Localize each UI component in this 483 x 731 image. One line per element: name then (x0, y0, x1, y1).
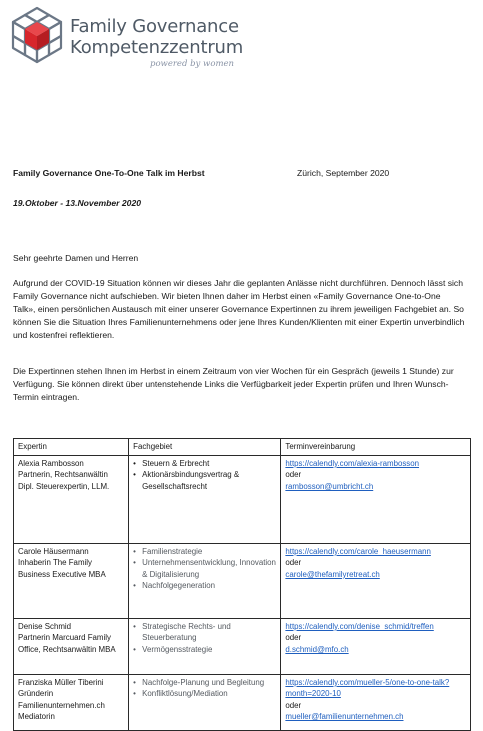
table-header-row (14, 439, 471, 456)
place-date: Zürich, September 2020 (297, 168, 390, 178)
topic-item: • Nachfolge-Planung und Begleitung (133, 677, 276, 688)
table-row (14, 456, 471, 544)
expert-name: Franziska Müller Tiberini (18, 678, 104, 687)
email-link[interactable]: d.schmid@mfo.ch (285, 644, 349, 654)
letter-subject: Family Governance One-To-One Talk im Herbst (13, 168, 205, 178)
expert-cell (14, 456, 129, 544)
expert-name: Carole Häusermann (18, 547, 89, 556)
logo-line-1: Family Governance (70, 16, 239, 37)
table-row (14, 619, 471, 675)
expert-title: Gründerin Familienunternehmen.ch Mediatorin (18, 689, 105, 722)
topic-item: • Vermögensstrategie (133, 644, 276, 655)
logo (10, 6, 260, 68)
or-label: oder (285, 633, 302, 643)
expert-title: Partnerin, Rechtsanwältin Dipl. Steuerexpertin, LLM. (18, 470, 110, 491)
or-label: oder (285, 700, 302, 710)
calendly-link[interactable]: https://calendly.com/denise_schmid/treffen (285, 622, 434, 631)
expert-name: Alexia Rambosson (18, 459, 84, 468)
calendly-link[interactable]: https://calendly.com/alexia-rambosson (285, 459, 420, 468)
expert-name: Denise Schmid (18, 622, 72, 631)
topic-item: • Unternehmensentwicklung, Innovation & Digitalisierung (133, 557, 276, 580)
expert-cell (14, 619, 129, 675)
topic-item: • Steuern & Erbrecht (133, 458, 276, 469)
cube-logo-icon (10, 6, 64, 64)
booking-cell (281, 456, 471, 544)
header-terminvereinbarung: Terminvereinbarung (281, 439, 471, 456)
salutation: Sehr geehrte Damen und Herren (13, 253, 139, 263)
calendly-link[interactable]: https://calendly.com/carole_haeusermann (285, 547, 431, 556)
calendly-link[interactable]: https://calendly.com/mueller-5/one-to-one-talk?month=2020-10 (285, 678, 450, 699)
paragraph-details: Die Expertinnen stehen Ihnen im Herbst in einem Zeitraum von vier Wochen für ein Gespräch (jeweils 1 Stunde) zur Verfügung. Sie können direkt über untenstehende Links die Verfügbarkeit jeder Expertin prüfen und Ihren Wunsch-Termin eintragen. (13, 366, 454, 402)
email-link[interactable]: mueller@familienunternehmen.ch (285, 712, 404, 722)
expert-cell (14, 544, 129, 619)
topic-item: • Nachfolgegeneration (133, 580, 276, 591)
topic-item: • Familienstrategie (133, 546, 276, 557)
topics-cell (129, 456, 281, 544)
table-row (14, 544, 471, 619)
topics-cell (129, 544, 281, 619)
expert-title: Inhaberin The Family Business Executive MBA (18, 558, 106, 579)
event-dates: 19.Oktober - 13.November 2020 (13, 198, 142, 208)
topic-item: • Aktionärsbindungsvertrag & Gesellschaftsrecht (133, 469, 276, 492)
or-label: oder (285, 470, 302, 480)
email-link[interactable]: rambosson@umbricht.ch (285, 481, 374, 491)
email-link[interactable]: carole@thefamilyretreat.ch (285, 569, 380, 579)
topics-cell (129, 675, 281, 731)
topics-cell (129, 619, 281, 675)
logo-tagline: powered by women (150, 59, 235, 69)
topic-item: • Strategische Rechts- und Steuerberatung (133, 621, 276, 644)
header-expertin: Expertin (14, 439, 129, 456)
booking-cell (281, 544, 471, 619)
booking-cell (281, 675, 471, 731)
expert-cell (14, 675, 129, 731)
topic-item: • Konfliktlösung/Mediation (133, 688, 276, 699)
header-fachgebiet: Fachgebiet (129, 439, 281, 456)
logo-line-2: Kompetenzzentrum (70, 37, 244, 58)
expert-title: Partnerin Marcuard Family Office, Rechtsanwältin MBA (18, 633, 116, 654)
or-label: oder (285, 558, 302, 568)
table-row (14, 675, 471, 731)
paragraph-intro: Aufgrund der COVID-19 Situation können wir dieses Jahr die geplanten Anlässe nicht durchführen. Dennoch lässt sich Family Governance nicht aufschieben. Wir bieten Ihnen daher im Herbst einen «Family Governance One-to-One Talk», einen persönlichen Austausch mit einer unserer Governance Expertinnen zu ihrem jeweiligen Fachgebiet an. So können Sie die Situation Ihres Familienunternehmens oder jene Ihres Kunden/Klienten mit einer Expertin unverbindlich und kostenfrei reflektieren. (13, 278, 465, 340)
booking-cell (281, 619, 471, 675)
experts-table (13, 438, 471, 731)
